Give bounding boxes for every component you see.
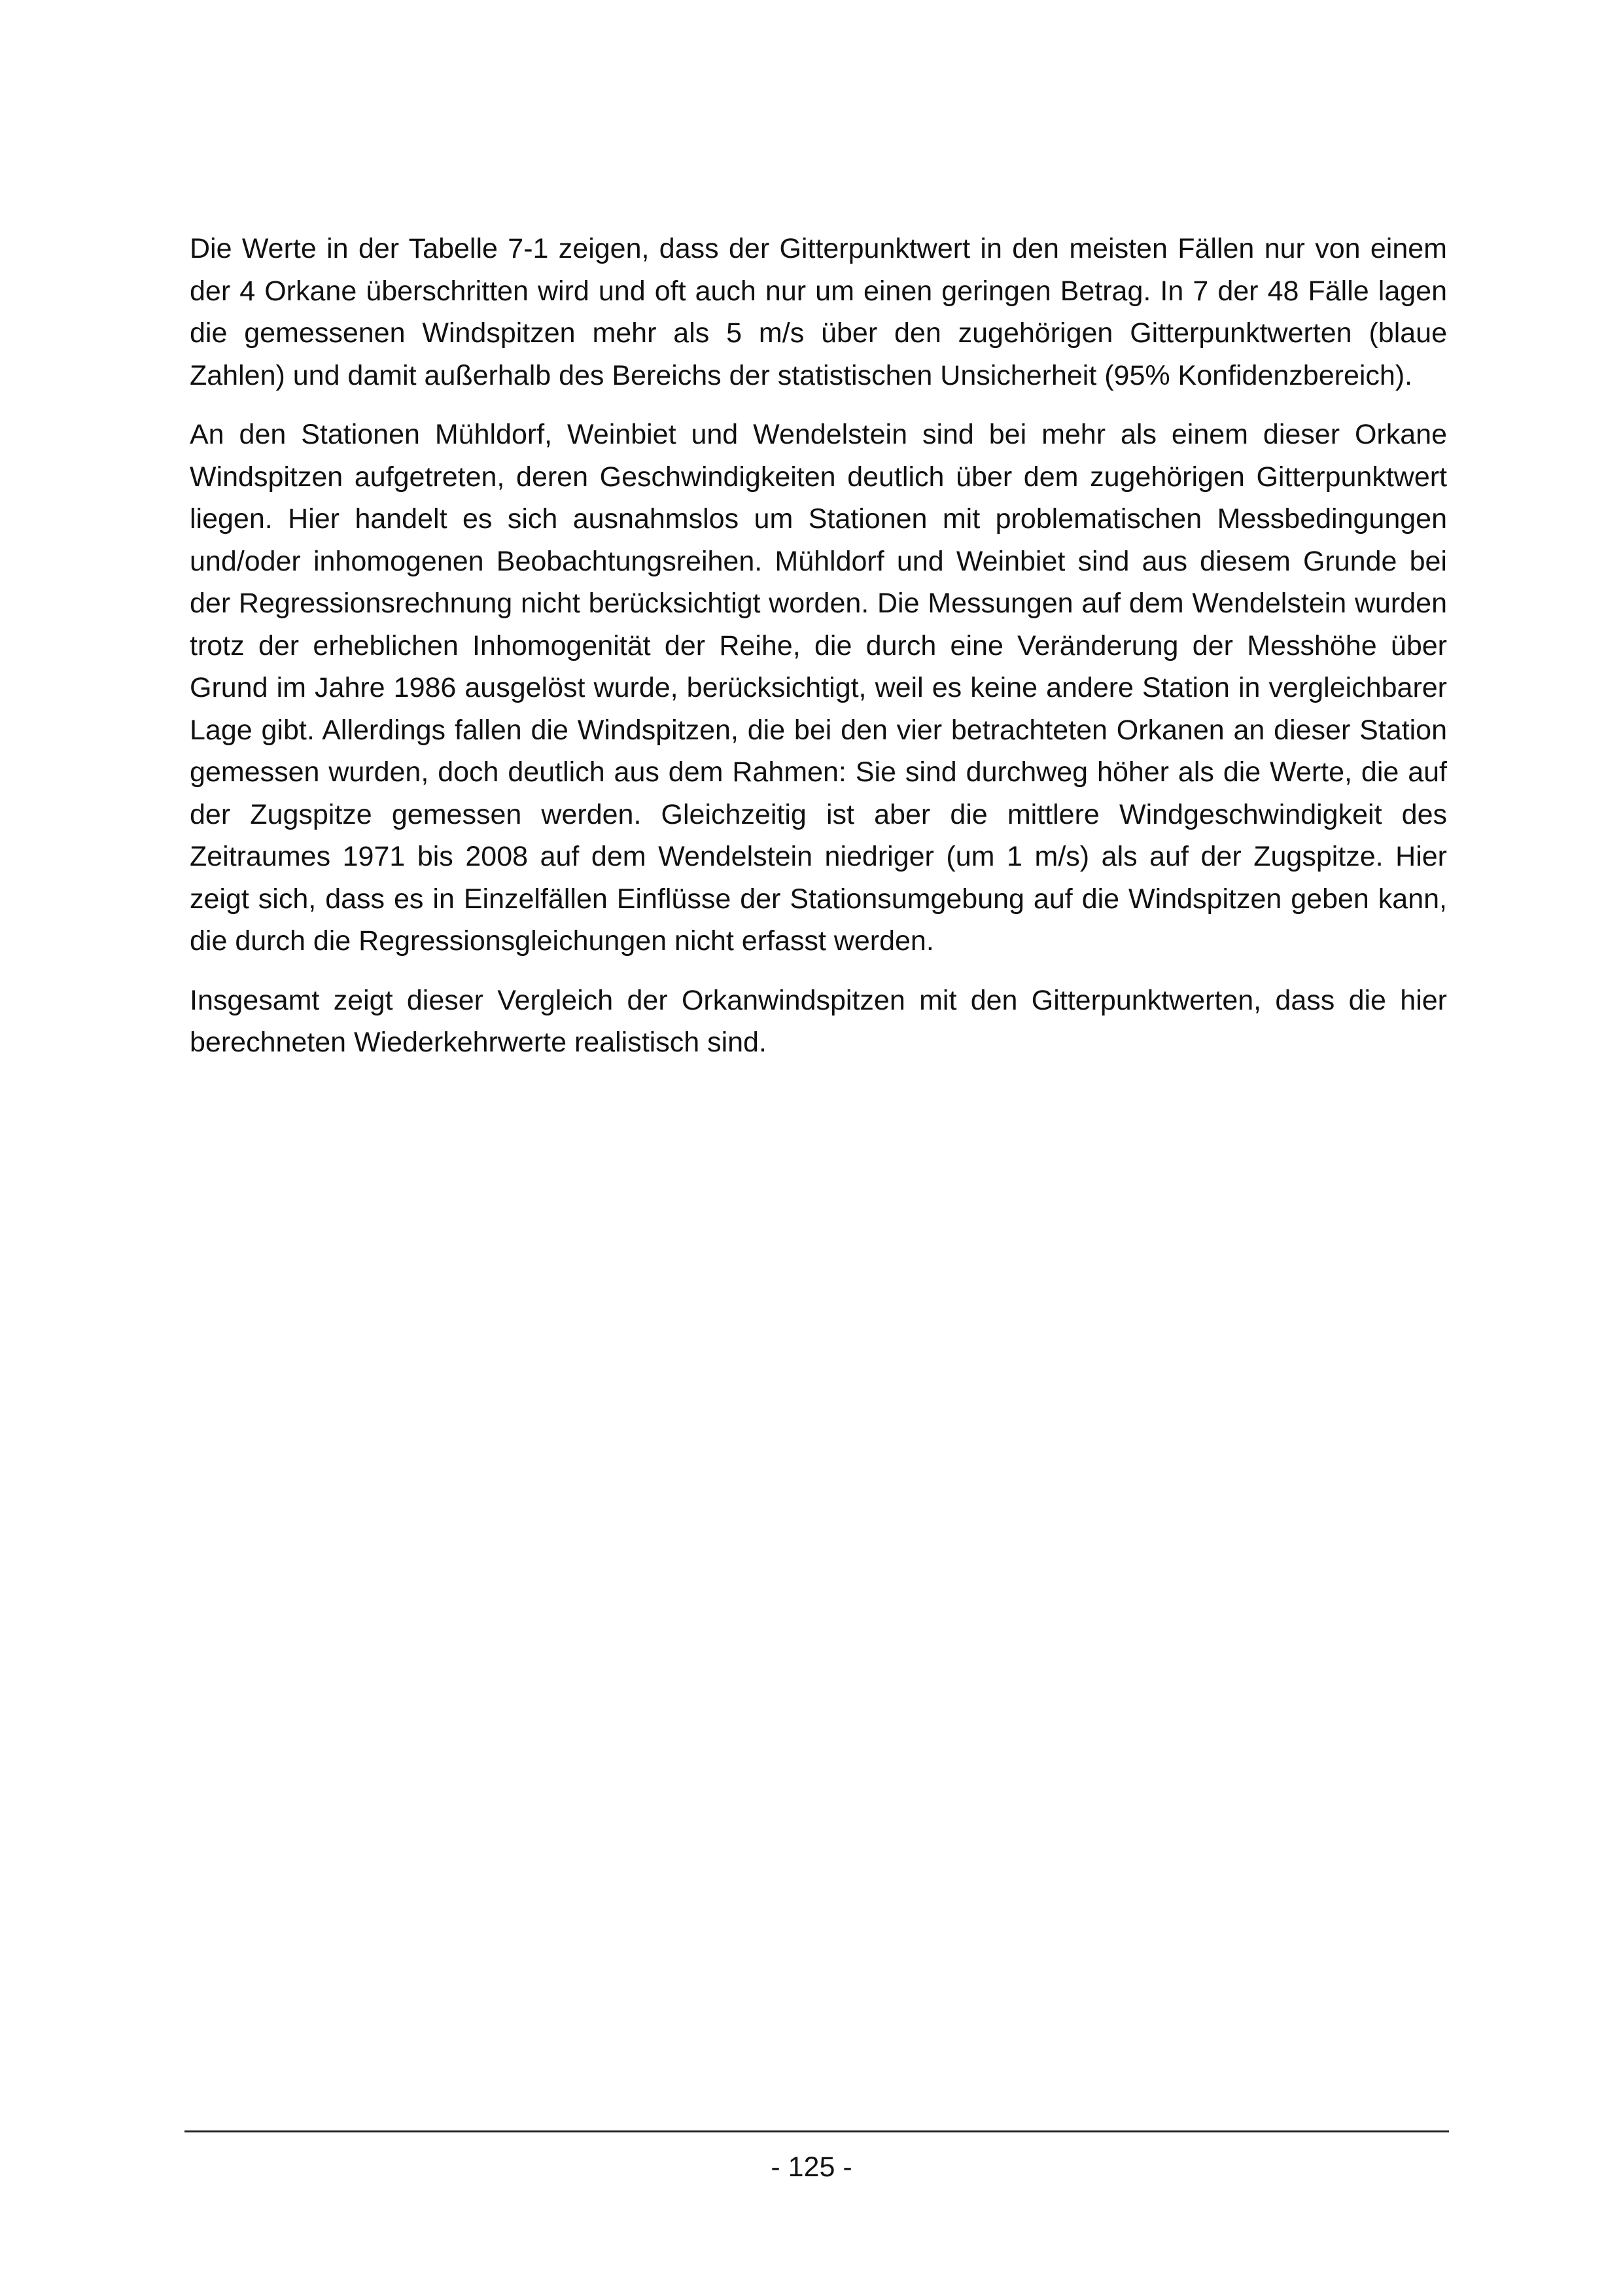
page-number: - 125 -: [771, 2151, 852, 2183]
paragraph-comparison-results: Die Werte in der Tabelle 7-1 zeigen, dass der Gitterpunktwert in den meisten Fällen nur von einem der 4 Orkane überschritten wird und oft auch nur um einen geringen Betrag. In 7 der 48 Fälle lagen die gemessenen Windspitzen mehr als 5 m/s über den zugehörigen Gitterpunktwerten (blaue Zahlen) und damit außerhalb des Bereichs der statistischen Unsicherheit (95% Konfidenzbereich).: [190, 233, 1447, 391]
footer-divider: [184, 2130, 1449, 2132]
body-text: [190, 228, 1447, 1081]
paragraph-station-discussion: An den Stationen Mühldorf, Weinbiet und Wendelstein sind bei mehr als einem dieser Orkane Windspitzen aufgetreten, deren Geschwindigkeiten deutlich über dem zugehörigen Gitterpunktwert liegen. Hier handelt es sich ausnahmslos um Stationen mit problematischen Messbedingungen und/oder inhomogenen Beobachtungsreihen. Mühldorf und Weinbiet sind aus diesem Grunde bei der Regressionsrechnung nicht berücksichtigt worden. Die Messungen auf dem Wendelstein wurden trotz der erheblichen Inhomogenität der Reihe, die durch eine Veränderung der Messhöhe über Grund im Jahre 1986 ausgelöst wurde, berücksichtigt, weil es keine andere Station in vergleichbarer Lage gibt. Allerdings fallen die Windspitzen, die bei den vier betrachteten Orkanen an dieser Station gemessen wurden, doch deutlich aus dem Rahmen: Sie sind durchweg höher als die Werte, die auf der Zugspitze gemessen werden. Gleichzeitig ist aber die mittlere Windgeschwindigkeit des Zeitraumes 1971 bis 2008 auf dem Wendelstein niedriger (um 1 m/s) als auf der Zugspitze. Hier zeigt sich, dass es in Einzelfällen Einflüsse der Stationsumgebung auf die Windspitzen geben kann, die durch die Regressionsgleichungen nicht erfasst werden.: [190, 419, 1447, 957]
paragraph-conclusion: Insgesamt zeigt dieser Vergleich der Orkanwindspitzen mit den Gitterpunktwerten, dass die hier berechneten Wiederkehrwerte realistisch sind.: [190, 984, 1447, 1058]
